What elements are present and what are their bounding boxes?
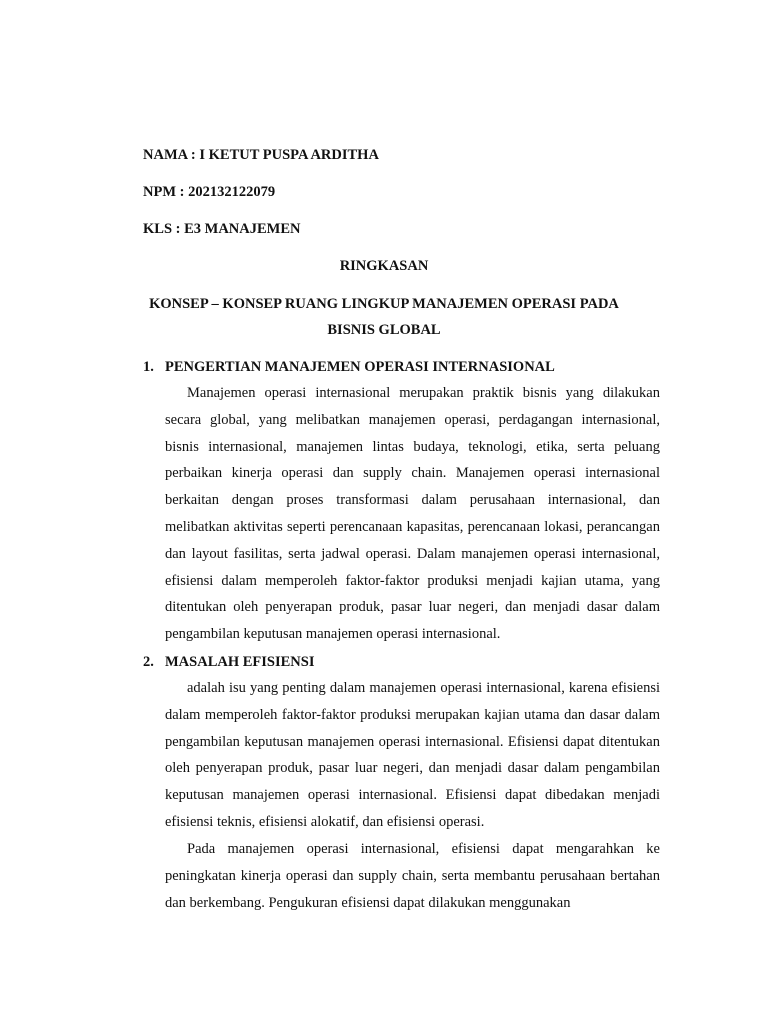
section-number: 2. bbox=[143, 654, 154, 670]
section-title: MASALAH EFISIENSI bbox=[165, 654, 315, 670]
student-class: KLS : E3 MANAJEMEN bbox=[143, 221, 301, 237]
section-heading-2 bbox=[143, 654, 314, 671]
student-name: NAMA : I KETUT PUSPA ARDITHA bbox=[143, 147, 379, 163]
section-title: PENGERTIAN MANAJEMEN OPERASI INTERNASIONAL bbox=[165, 359, 555, 375]
student-npm: NPM : 202132122079 bbox=[143, 184, 276, 200]
document-title: RINGKASAN bbox=[339, 258, 429, 274]
document-subtitle-line2: BISNIS GLOBAL bbox=[327, 322, 441, 338]
section-2-paragraph-1: adalah isu yang penting dalam manajemen operasi internasional, karena efisiensi dalam memperoleh faktor-faktor produksi merupakan kajian utama dan dasar dalam pengambilan keputusan manajemen operasi internasional. Efisiensi dapat ditentukan oleh penyerapan produk, pasar luar negeri, dan menjadi dasar dalam pengambilan keputusan manajemen operasi internasional. Efisiensi dapat dibedakan menjadi efisiensi teknis, efisiensi alokatif, dan efisiensi operasi. bbox=[165, 680, 660, 830]
section-heading-1 bbox=[143, 359, 555, 376]
section-1-paragraph: Manajemen operasi internasional merupakan praktik bisnis yang dilakukan secara global, yang melibatkan manajemen operasi, perdagangan internasional, bisnis internasional, manajemen lintas budaya, teknologi, etika, serta peluang perbaikan kinerja operasi dan supply chain. Manajemen operasi internasional berkaitan dengan proses transformasi dalam perusahaan internasional, dan melibatkan aktivitas seperti perencanaan kapasitas, perencanaan lokasi, perancangan dan layout fasilitas, serta jadwal operasi. Dalam manajemen operasi internasional, efisiensi dalam memperoleh faktor-faktor produksi menjadi kajian utama, yang ditentukan oleh penyerapan produk, pasar luar negeri, dan menjadi dasar dalam pengambilan keputusan manajemen operasi internasional. bbox=[165, 385, 660, 643]
section-2-paragraph-2: Pada manajemen operasi internasional, efisiensi dapat mengarahkan ke peningkatan kinerja operasi dan supply chain, serta membantu perusahaan bertahan dan berkembang. Pengukuran efisiensi dapat dilakukan menggunakan bbox=[165, 841, 660, 911]
document-subtitle-line1: KONSEP – KONSEP RUANG LINGKUP MANAJEMEN OPERASI PADA bbox=[149, 296, 619, 312]
section-number: 1. bbox=[143, 359, 154, 375]
